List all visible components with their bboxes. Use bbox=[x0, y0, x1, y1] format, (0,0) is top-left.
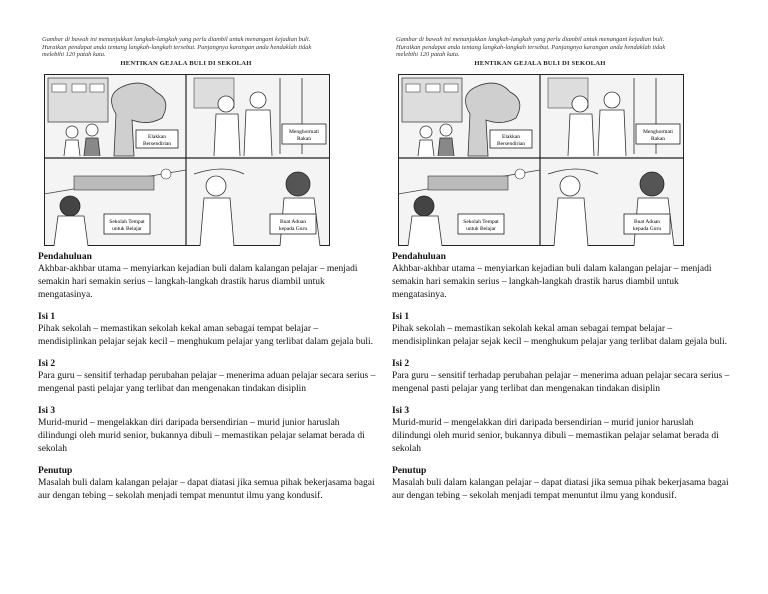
section-title: Isi 2 bbox=[392, 359, 410, 369]
section-isi-2 bbox=[38, 359, 388, 396]
section-body: Para guru – sensitif terhadap perubahan pelajar – menerima aduan pelajar secara serius – mengenal pasti pelajar yang terlibat dan mengenakan tindakan disiplin bbox=[38, 371, 376, 394]
section-pendahuluan bbox=[38, 252, 388, 302]
figure-caption: Gambar di bawah ini menunjukkan langkah-langkah yang perlu diambil untuk menangani kejadian buli. Huraikan pendapat anda tentang langkah-langkah tersebut. Panjangnya karangan anda hendaklah tidak melebihi 120 patah kata. bbox=[396, 36, 666, 59]
section-body: Akhbar-akhbar utama – menyiarkan kejadian buli dalam kalangan pelajar – menjadi semakin hari semakin serius – langkah-langkah drastik harus diambil untuk mengatasinya. bbox=[38, 264, 358, 300]
section-isi-2 bbox=[392, 359, 742, 396]
section-body: Akhbar-akhbar utama – menyiarkan kejadian buli dalam kalangan pelajar – menjadi semakin hari semakin serius – langkah-langkah drastik harus diambil untuk mengatasinya. bbox=[392, 264, 712, 300]
panel-label-2b: Rakan bbox=[296, 136, 312, 142]
figure-title: HENTIKAN GEJALA BULI DI SEKOLAH bbox=[474, 60, 606, 67]
section-body: Murid-murid – mengelakkan diri daripada bersendirian – murid junior haruslah dilindungi oleh murid senior, bukannya dibuli – memastikan pelajar selamat berada di sekolah bbox=[392, 418, 719, 454]
section-isi-3 bbox=[38, 406, 388, 456]
figure-caption: Gambar di bawah ini menunjukkan langkah-langkah yang perlu diambil untuk menangani kejadian buli. Huraikan pendapat anda tentang langkah-langkah tersebut. Panjangnya karangan anda hendaklah tidak melebihi 120 patah kata. bbox=[42, 36, 312, 59]
panel-label-3b: untuk Belajar bbox=[466, 226, 496, 232]
section-title: Isi 3 bbox=[38, 406, 56, 416]
comic-figure bbox=[40, 34, 332, 246]
comic-figure bbox=[394, 34, 686, 246]
section-title: Isi 1 bbox=[38, 312, 56, 322]
panel-label-2a: Menghormati bbox=[289, 129, 319, 135]
section-title: Isi 1 bbox=[392, 312, 410, 322]
section-body: Masalah buli dalam kalangan pelajar – dapat diatasi jika semua pihak bekerjasama bagai aur dengan tebing – sekolah menjadi tempat menuntut ilmu yang kondusif. bbox=[392, 478, 729, 501]
section-title: Isi 2 bbox=[38, 359, 56, 369]
figure-title: HENTIKAN GEJALA BULI DI SEKOLAH bbox=[120, 60, 252, 67]
section-isi-1 bbox=[392, 312, 742, 349]
section-title: Pendahuluan bbox=[392, 252, 446, 262]
panel-label-4b: kepada Guru bbox=[632, 226, 662, 232]
panel-label-3a: Sekolah Tempat bbox=[463, 219, 499, 225]
panel-label-4a: Buat Aduan bbox=[633, 219, 661, 225]
section-body: Para guru – sensitif terhadap perubahan pelajar – menerima aduan pelajar secara serius – mengenal pasti pelajar yang terlibat dan mengenakan tindakan disiplin bbox=[392, 371, 730, 394]
section-body: Murid-murid – mengelakkan diri daripada bersendirian – murid junior haruslah dilindungi oleh murid senior, bukannya dibuli – memastikan pelajar selamat berada di sekolah bbox=[38, 418, 365, 454]
section-penutup bbox=[392, 466, 742, 503]
panel-label-1b: Bersendirian bbox=[496, 141, 526, 147]
panel-label-3b: untuk Belajar bbox=[112, 226, 142, 232]
panel-label-1a: Elakkan bbox=[147, 134, 167, 140]
section-pendahuluan bbox=[392, 252, 742, 302]
section-title: Penutup bbox=[38, 466, 73, 476]
panel-label-2b: Rakan bbox=[650, 136, 666, 142]
comic-strip-illustration bbox=[44, 74, 330, 246]
panel-label-4a: Buat Aduan bbox=[279, 219, 307, 225]
section-isi-3 bbox=[392, 406, 742, 456]
panel-label-1b: Bersendirian bbox=[142, 141, 172, 147]
section-title: Pendahuluan bbox=[38, 252, 92, 262]
panel-label-2a: Menghormati bbox=[643, 129, 673, 135]
comic-strip-illustration bbox=[398, 74, 684, 246]
section-title: Penutup bbox=[392, 466, 427, 476]
section-body: Masalah buli dalam kalangan pelajar – dapat diatasi jika semua pihak bekerjasama bagai aur dengan tebing – sekolah menjadi tempat menuntut ilmu yang kondusif. bbox=[38, 478, 375, 501]
panel-label-1a: Elakkan bbox=[501, 134, 521, 140]
section-penutup bbox=[38, 466, 388, 503]
section-body: Pihak sekolah – memastikan sekolah kekal aman sebagai tempat belajar – mendisiplinkan pelajar sejak kecil – menghukum pelajar yang terlibat dalam gejala buli. bbox=[38, 324, 374, 347]
section-isi-1 bbox=[38, 312, 388, 349]
document-copy-left bbox=[38, 34, 388, 513]
panel-label-4b: kepada Guru bbox=[278, 226, 308, 232]
section-body: Pihak sekolah – memastikan sekolah kekal aman sebagai tempat belajar – mendisiplinkan pelajar sejak kecil – menghukum pelajar yang terlibat dalam gejala buli. bbox=[392, 324, 728, 347]
section-title: Isi 3 bbox=[392, 406, 410, 416]
panel-label-3a: Sekolah Tempat bbox=[109, 219, 145, 225]
document-copy-right bbox=[392, 34, 742, 513]
